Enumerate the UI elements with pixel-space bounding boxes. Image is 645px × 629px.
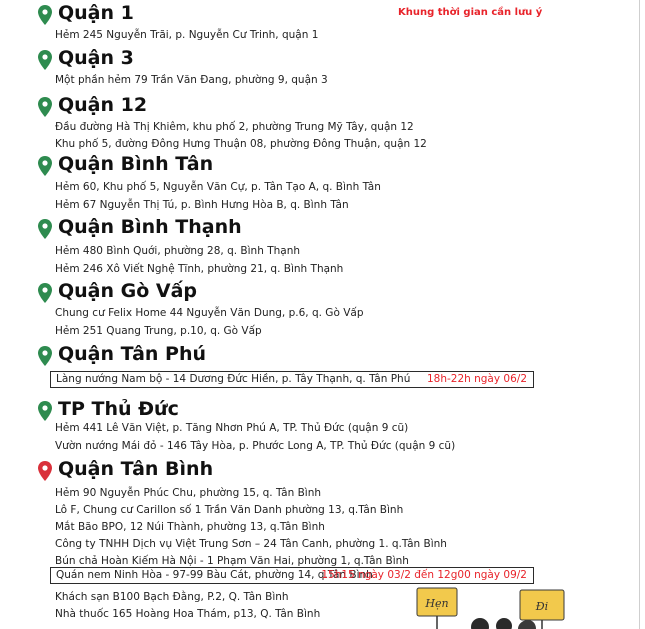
address-line: Làng nướng Nam bộ - 14 Dương Đức Hiền, p. Tây Thạnh, q. Tân Phú: [56, 373, 411, 385]
address-line: Khu phố 5, đường Đông Hưng Thuận 08, phường Đông Thuận, quận 12: [55, 138, 427, 150]
district-title: Quận Bình Tân: [58, 153, 214, 175]
address-line: Công ty TNHH Dịch vụ Việt Trung Sơn – 24 Tân Canh, phường 1. q.Tân Bình: [55, 538, 447, 550]
address-line: Hẻm 60, Khu phố 5, Nguyễn Văn Cự, p. Tân Tạo A, q. Bình Tân: [55, 181, 381, 193]
address-line: Lô F, Chung cư Carillon số 1 Trần Văn Danh phường 13, q.Tân Bình: [55, 504, 404, 516]
map-pin-icon: [38, 156, 52, 176]
district-title: TP Thủ Đức: [58, 398, 179, 420]
district-title: Quận Tân Bình: [58, 458, 214, 480]
people-holding-signs-illustration: [400, 584, 645, 629]
map-pin-icon: [38, 50, 52, 70]
map-pin-icon: [38, 401, 52, 421]
map-pin-icon: [38, 97, 52, 117]
address-line: Bún chả Hoàn Kiếm Hà Nội - 1 Phạm Văn Hai, phường 1, q.Tân Bình: [55, 555, 409, 567]
address-line: Hẻm 246 Xô Viết Nghệ Tĩnh, phường 21, q. Bình Thạnh: [55, 263, 344, 275]
map-pin-icon: [38, 283, 52, 303]
address-line: Chung cư Felix Home 44 Nguyễn Văn Dung, p.6, q. Gò Vấp: [55, 307, 364, 319]
address-line: Nhà thuốc 165 Hoàng Hoa Thám, p13, Q. Tân Bình: [55, 608, 321, 620]
address-line: Khách sạn B100 Bạch Đằng, P.2, Q. Tân Bình: [55, 591, 289, 603]
sign-left-label: Hẹn: [425, 597, 449, 610]
address-line: Hẻm 67 Nguyễn Thị Tú, p. Bình Hưng Hòa B, q. Bình Tân: [55, 199, 349, 211]
address-line: Đầu đường Hà Thị Khiêm, khu phố 2, phường Trung Mỹ Tây, quận 12: [55, 121, 414, 133]
address-line: Quán nem Ninh Hòa - 97-99 Bàu Cát, phường 14, q.Tân Bình: [56, 569, 373, 581]
address-line: Vườn nướng Mái đỏ - 146 Tây Hòa, p. Phước Long A, TP. Thủ Đức (quận 9 cũ): [55, 440, 456, 452]
district-title: Quận 1: [58, 2, 134, 24]
time-window-note: 15h15 ngày 03/2 đến 12g00 ngày 09/2: [321, 569, 527, 581]
address-line: Hẻm 441 Lê Văn Việt, p. Tăng Nhơn Phú A, TP. Thủ Đức (quận 9 cũ): [55, 422, 409, 434]
time-window-note: 18h-22h ngày 06/2: [426, 373, 527, 385]
map-pin-icon: [38, 5, 52, 25]
address-line: Hẻm 251 Quang Trung, p.10, q. Gò Vấp: [55, 325, 262, 337]
district-title: Quận Bình Thạnh: [58, 216, 242, 238]
map-pin-icon: [38, 219, 52, 239]
district-title: Quận 3: [58, 47, 134, 69]
map-pin-icon: [38, 461, 52, 481]
address-line: Một phần hẻm 79 Trần Văn Đang, phường 9, quận 3: [55, 74, 328, 86]
header-note: Khung thời gian cần lưu ý: [398, 7, 543, 18]
page-edge: [639, 0, 640, 629]
highlighted-address-row: [50, 567, 534, 584]
address-line: Mắt Bão BPO, 12 Núi Thành, phường 13, q.Tân Bình: [55, 521, 325, 533]
sign-right-label: Đi: [535, 600, 549, 613]
address-line: Hẻm 245 Nguyễn Trãi, p. Nguyễn Cư Trinh, quận 1: [55, 29, 319, 41]
address-line: Hẻm 90 Nguyễn Phúc Chu, phường 15, q. Tân Bình: [55, 487, 322, 499]
district-title: Quận Tân Phú: [58, 343, 207, 365]
address-line: Hẻm 480 Bình Quới, phường 28, q. Bình Thạnh: [55, 245, 301, 257]
district-title: Quận 12: [58, 94, 148, 116]
map-pin-icon: [38, 346, 52, 366]
highlighted-address-row: [50, 371, 534, 388]
district-title: Quận Gò Vấp: [58, 280, 198, 302]
